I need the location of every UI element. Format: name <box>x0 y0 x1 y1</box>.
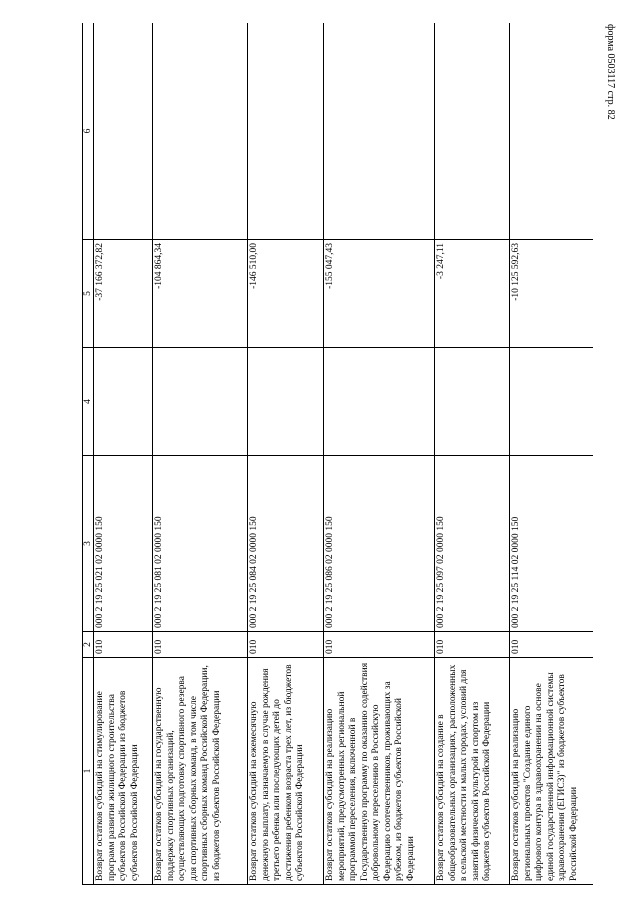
row-col4 <box>435 348 510 456</box>
row-amount: -3 247,11 <box>435 240 510 348</box>
header-col-5: 5 <box>83 240 94 348</box>
row-kbk: 000 2 19 25 114 02 0000 150 <box>510 456 594 632</box>
row-name: Возврат остатков субсидий на реализацию мероприятий, предусмотренных региональной программой переселения, включенной в Государственную программу по оказанию содействия добровольному переселению в Российскую Федерацию соотечественников, проживающих за рубежом, из бюджетов субъектов Российской Федерации <box>324 658 435 885</box>
row-kbk: 000 2 19 25 097 02 0000 150 <box>435 456 510 632</box>
row-code: 010 <box>435 632 510 658</box>
header-col-1: 1 <box>83 658 94 885</box>
row-amount: -37 166 372,82 <box>94 240 153 348</box>
row-col4 <box>248 348 324 456</box>
report-page <box>82 23 593 885</box>
header-col-4: 4 <box>83 348 94 456</box>
row-col6 <box>324 23 435 240</box>
row-code: 010 <box>153 632 248 658</box>
row-col6 <box>510 23 594 240</box>
table-row <box>435 23 510 885</box>
row-col6 <box>94 23 153 240</box>
row-amount: -10 125 592,63 <box>510 240 594 348</box>
table-header-row <box>83 23 94 885</box>
row-name: Возврат остатков субсидий на реализацию региональных проектов "Создание единого цифрового контура в здравоохранении на основе единой государственной информационной системы здравоохранения (ЕГИСЗ)" из бюджетов субъектов Российской Федерации <box>510 658 594 885</box>
row-name: Возврат остатков субсидий на стимулирование программ развития жилищного строительства субъектов Российской Федерации из бюджетов субъектов Российской Федерации <box>94 658 153 885</box>
table-row <box>153 23 248 885</box>
row-col4 <box>510 348 594 456</box>
row-col4 <box>94 348 153 456</box>
header-col-3: 3 <box>83 456 94 632</box>
row-col6 <box>435 23 510 240</box>
table-row <box>94 23 153 885</box>
row-col4 <box>153 348 248 456</box>
row-col6 <box>153 23 248 240</box>
header-col-6: 6 <box>83 23 94 240</box>
table-row <box>510 23 594 885</box>
row-col4 <box>324 348 435 456</box>
row-code: 010 <box>94 632 153 658</box>
header-col-2: 2 <box>83 632 94 658</box>
form-number-label: форма 0503117 стр. 82 <box>605 24 616 120</box>
row-name: Возврат остатков субсидий на создание в общеобразовательных организациях, расположенных в сельской местности и малых городах, условий для занятий физической культурой и спортом из бюджетов субъектов Российской Федерации <box>435 658 510 885</box>
rotated-report-table-wrapper <box>82 23 593 885</box>
row-col6 <box>248 23 324 240</box>
row-kbk: 000 2 19 25 081 02 0000 150 <box>153 456 248 632</box>
row-name: Возврат остатков субсидий на ежемесячную денежную выплату, назначаемую в случае рождения третьего ребенка или последующих детей до достижения ребенком возраста трех лет, из бюджетов субъектов Российской Федерации <box>248 658 324 885</box>
row-code: 010 <box>248 632 324 658</box>
table-row <box>248 23 324 885</box>
row-code: 010 <box>510 632 594 658</box>
row-amount: -155 047,43 <box>324 240 435 348</box>
row-code: 010 <box>324 632 435 658</box>
report-table <box>82 23 593 885</box>
row-amount: -146 510,00 <box>248 240 324 348</box>
row-amount: -104 864,34 <box>153 240 248 348</box>
row-kbk: 000 2 19 25 084 02 0000 150 <box>248 456 324 632</box>
row-kbk: 000 2 19 25 021 02 0000 150 <box>94 456 153 632</box>
row-kbk: 000 2 19 25 086 02 0000 150 <box>324 456 435 632</box>
table-row <box>324 23 435 885</box>
row-name: Возврат остатков субсидий на государственную поддержку спортивных организаций, осуществляющих подготовку спортивного резерва для спортивных сборных команд, в том числе спортивных сборных команд Российской Федерации, из бюджетов субъектов Российской Федерации <box>153 658 248 885</box>
